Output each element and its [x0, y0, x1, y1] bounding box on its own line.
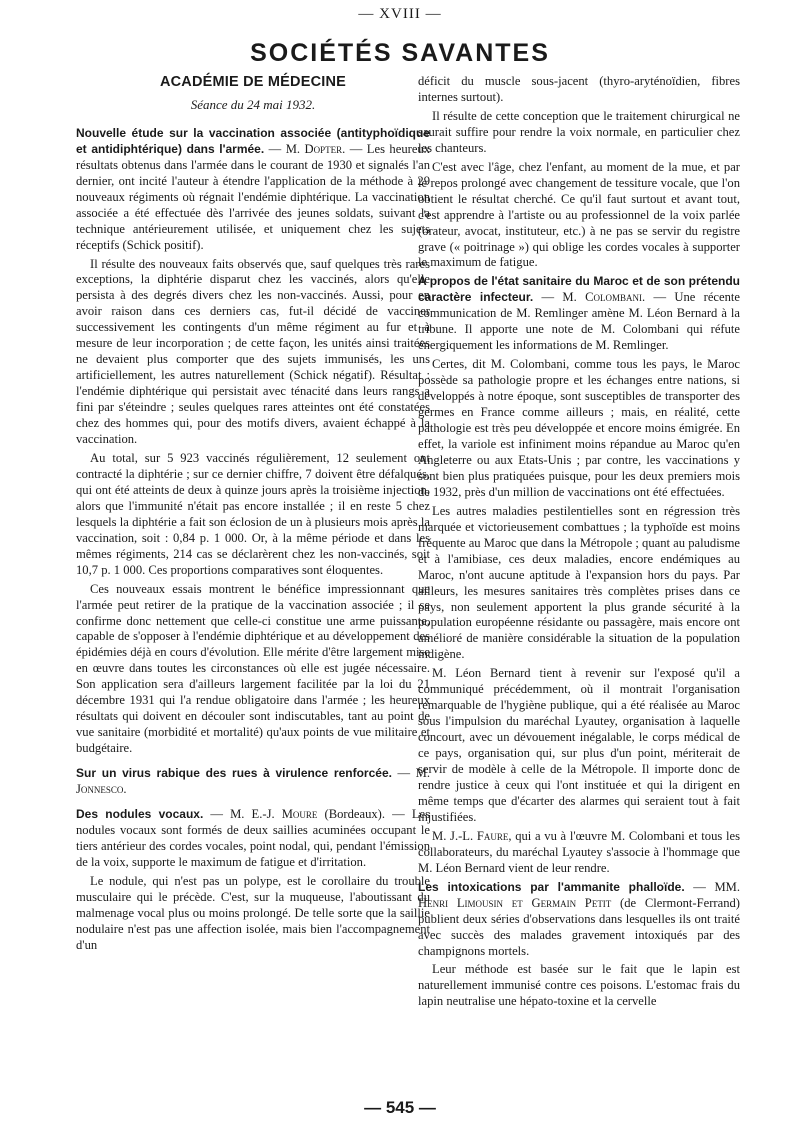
- paragraph: Au total, sur 5 923 vaccinés régulièrement, 12 seulement ont contracté la diphtérie ; sur ce dernier chiffre, 7 doivent être défalqués, qui ont été atteints de deux à quinze jours après la troisième injection, alors que l'immunité n'était pas encore installée ; il en reste 5 chez lesquels la diphtérie a fait son éclosion de un à plusieurs mois après la vaccination, soit : 0,84 p. 1 000. Or, à la même période et dans les mêmes régiments, 214 cas se déclarèrent chez les non-vaccinés, soit 10,7 p. 1 000. Ces proportions comparatives sont éloquentes.: [76, 450, 430, 577]
- article-moure: [76, 807, 430, 871]
- paragraph: Il résulte de cette conception que le traitement chirurgical ne saurait suffire pour rendre la voix normale, en particulier chez les chanteurs.: [418, 108, 740, 155]
- article-text: qui a vu à l'œuvre M. Colombani et tous les collaborateurs, du maréchal Lyautey s'associe à l'hommage que M. Léon Bernard vient de leur rendre.: [418, 828, 740, 875]
- article-title: A propos de l'état sanitaire du Maroc et de son prétendu caractère infecteur.: [418, 274, 740, 305]
- paragraph: Les autres maladies pestilentielles sont en régression très marquée et victorieusement combattues ; la typhoïde est moins fréquente au Maroc que dans la Métropole ; quant au paludisme et à l'amibiase, ces deux maladies, encore endémiques au Maroc, n'ont aucune aptitude à l'expansion hors du pays. Par ailleurs, les mesures sanitaires très complètes prises dans ce pays, non seulement apportent la plus grande sécurité à la population européenne résidante ou passagère, mais encore ont amélioré de manière considérable la situation de la population indigène.: [418, 503, 740, 662]
- article-limousin-petit: [418, 880, 740, 960]
- roman-page-marker: — XVIII —: [358, 6, 442, 22]
- page-title: SOCIÉTÉS SAVANTES: [250, 39, 550, 67]
- paragraph: Ces nouveaux essais montrent le bénéfice impressionnant que l'armée peut retirer de la pratique de la vaccination associée ; il se confirme donc nettement que celle-ci constitue une arme puissante, capable de s'opposer à l'endémie diphtérique et au développement des épidémies déjà en cours d'évolution. Elle mérite d'être largement mise en œuvre dans toutes les circonstances où elle est jugée nécessaire. Son application sera d'ailleurs largement facilitée par la loi du 21 décembre 1931 qui l'a rendue obligatoire dans l'armée ; les heureux résultats qui doivent en découler sont indiscutables, tant au point de vue sanitaire (morbidité et mortalité) qu'aux points de vue militaire et budgétaire.: [76, 581, 430, 756]
- article-author: M. Dopter.: [285, 141, 346, 156]
- paragraph: C'est avec l'âge, chez l'enfant, au moment de la mue, et par le repos prolongé avec changement de tessiture vocale, que l'on obtient le résultat cherché. Ce qu'il faut surtout et avant tout, c'est apprendre à l'artiste ou au professionnel de la voix parlée (orateur, avocat, instituteur, etc.) à ne pas se servir du registre grave (« poitrinage ») qui oblige les cordes vocales à supporter le maximum de fatigue.: [418, 159, 740, 270]
- article-text: (Bordeaux). — Les nodules vocaux sont formés de deux saillies acuminées occupant le tiers antérieur des cordes vocales, point nodal, qui, pendant l'émission de la voix, supporte le maximum de fatigue et d'irritation.: [76, 806, 431, 869]
- paragraph: Certes, dit M. Colombani, comme tous les pays, le Maroc possède sa pathologie propre et les échanges entre nations, si développés à notre époque, sont susceptibles de transporter des germes en France comme ailleurs ; mais, en réalité, cette pathologie est très peu développée et encore moins émigrée. En effet, la variole est infiniment moins répandue au Maroc qu'en Angleterre ou aux Etats-Unis ; par contre, les vaccinations y sont bien plus pratiquées puisque, pour les deux premiers mois de 1932, près d'un million de vaccinations ont été effectuées.: [418, 357, 740, 499]
- article-title: Les intoxications par l'ammanite phalloïde.: [418, 879, 685, 894]
- article-text: — Une récente communication de M. Remlinger amène M. Léon Bernard à la tribune. Il apporte une note de M. Colombani qui réfute énergiquement les informations de M. Remlinger.: [418, 290, 740, 353]
- article-title: Nouvelle étude sur la vaccination associée (antityphoïdique et antidiphtérique) dans l'armée.: [76, 125, 430, 156]
- page-number: — 545 —: [364, 1098, 436, 1117]
- article-author: M. J.-L. Faure,: [432, 828, 512, 843]
- article-text: (de Clermont-Ferrand) publient deux séries d'observations dans lesquelles ils ont traité avec succès des malades gravement intoxiqués par des champignons mortels.: [418, 895, 740, 958]
- paragraph: déficit du muscle sous-jacent (thyro-aryténoïdien, fibres internes surtout).: [418, 74, 740, 104]
- left-column: [76, 72, 430, 957]
- article-dopter: Nouvelle étude sur la vaccination associée (antityphoïdique et antidiphtérique) dans l'armée. — M. Dopter. — Les heureux résultats obtenus dans l'armée dans le courant de 1930 et signalés l'an dernier, ont incité l'auteur à étendre l'application de la méthode à 29 nouveaux régiments où régnait l'endémie diphtérique. La vaccination associée a été effectuée dès l'arrivée des jeunes soldats, suivant la technique antérieurement utilisée, et uniquement chez les sujets réceptifs (Schick positif).: [76, 125, 430, 252]
- article-author: — MM. Henri Limousin et Germain Petit: [418, 879, 740, 910]
- article-author: — M. Colombani.: [541, 290, 646, 305]
- session-date: Séance du 24 mai 1932.: [190, 96, 316, 112]
- article-jonnesco: [76, 766, 430, 798]
- section-heading: ACADÉMIE DE MÉDECINE: [159, 74, 347, 90]
- article-colombani: [418, 274, 740, 354]
- paragraph: Il résulte des nouveaux faits observés que, sauf quelques très rares exceptions, la diphtérie disparut chez les vaccinés, alors qu'elle persista à des degrés divers chez les non-vaccinés. Aussi, pour en avoir raison dans ces derniers cas, fut-il décidé de vacciner successivement les contingents d'un même régiment au fur et à mesure de leur incorporation ; de cette façon, les unités ainsi traitées ne devaient plus comporter que des sujets immunisés, les uns artificiellement, les autres naturellement (Schick négatif). Résultat : l'endémie diphtérique qui persistait avec ténacité dans leurs rangs a fini par s'éteindre ; seules quelques rares atteintes ont été constatées chez des hommes qui, pour des motifs divers, avaient échappé à la vaccination.: [76, 256, 430, 447]
- article-text: — Les heureux résultats obtenus dans l'armée dans le courant de 1930 et signalés l'an dernier, ont incité l'auteur à étendre l'application de la méthode à 29 nouveaux régiments où régnait l'endémie diphtérique. La vaccination associée a été effectuée dès l'arrivée des jeunes soldats, suivant la technique antérieurement utilisée, et uniquement chez les sujets réceptifs (Schick positif).: [76, 141, 430, 252]
- paragraph-faure: [418, 829, 740, 877]
- article-title: Sur un virus rabique des rues à virulence renforcée.: [76, 766, 392, 781]
- paragraph: M. Léon Bernard tient à revenir sur l'exposé qu'il a communiqué précédemment, où il montrait l'organisation remarquable de l'hygiène publique, qui a été réalisée au Maroc sous l'impulsion du maréchal Lyautey, organisation à laquelle concourt, avec un dévouement inégalable, le corps médical de ce pays, organisation qui, sur plus d'un point, mériterait de servir de modèle à celle de la Métropole. Il importe donc de rendre justice à ceux qui l'ont instituée et qui la dirigent en même temps que d'écarter des alarmes qui seraient tout à fait injustifiées.: [418, 666, 740, 824]
- article-author: — M. E.-J. Moure: [210, 806, 318, 821]
- paragraph: Leur méthode est basée sur le fait que le lapin est naturellement immunisé contre ces poisons. L'estomac frais du lapin neutralise une hépato-toxine et la cervelle: [418, 962, 740, 1009]
- article-title: Des nodules vocaux.: [76, 806, 204, 821]
- right-column: [418, 74, 740, 1013]
- paragraph: Le nodule, qui n'est pas un polype, est le corollaire du trouble musculaire qui le précède. C'est, sur la muqueuse, l'aboutissant du malmenage vocal plus ou moins prolongé. De telle sorte que la saillie nodulaire n'est pas une affection isolée, mais bien l'accompagnement d'un: [76, 873, 430, 952]
- article-author: — M. Jonnesco.: [76, 766, 430, 797]
